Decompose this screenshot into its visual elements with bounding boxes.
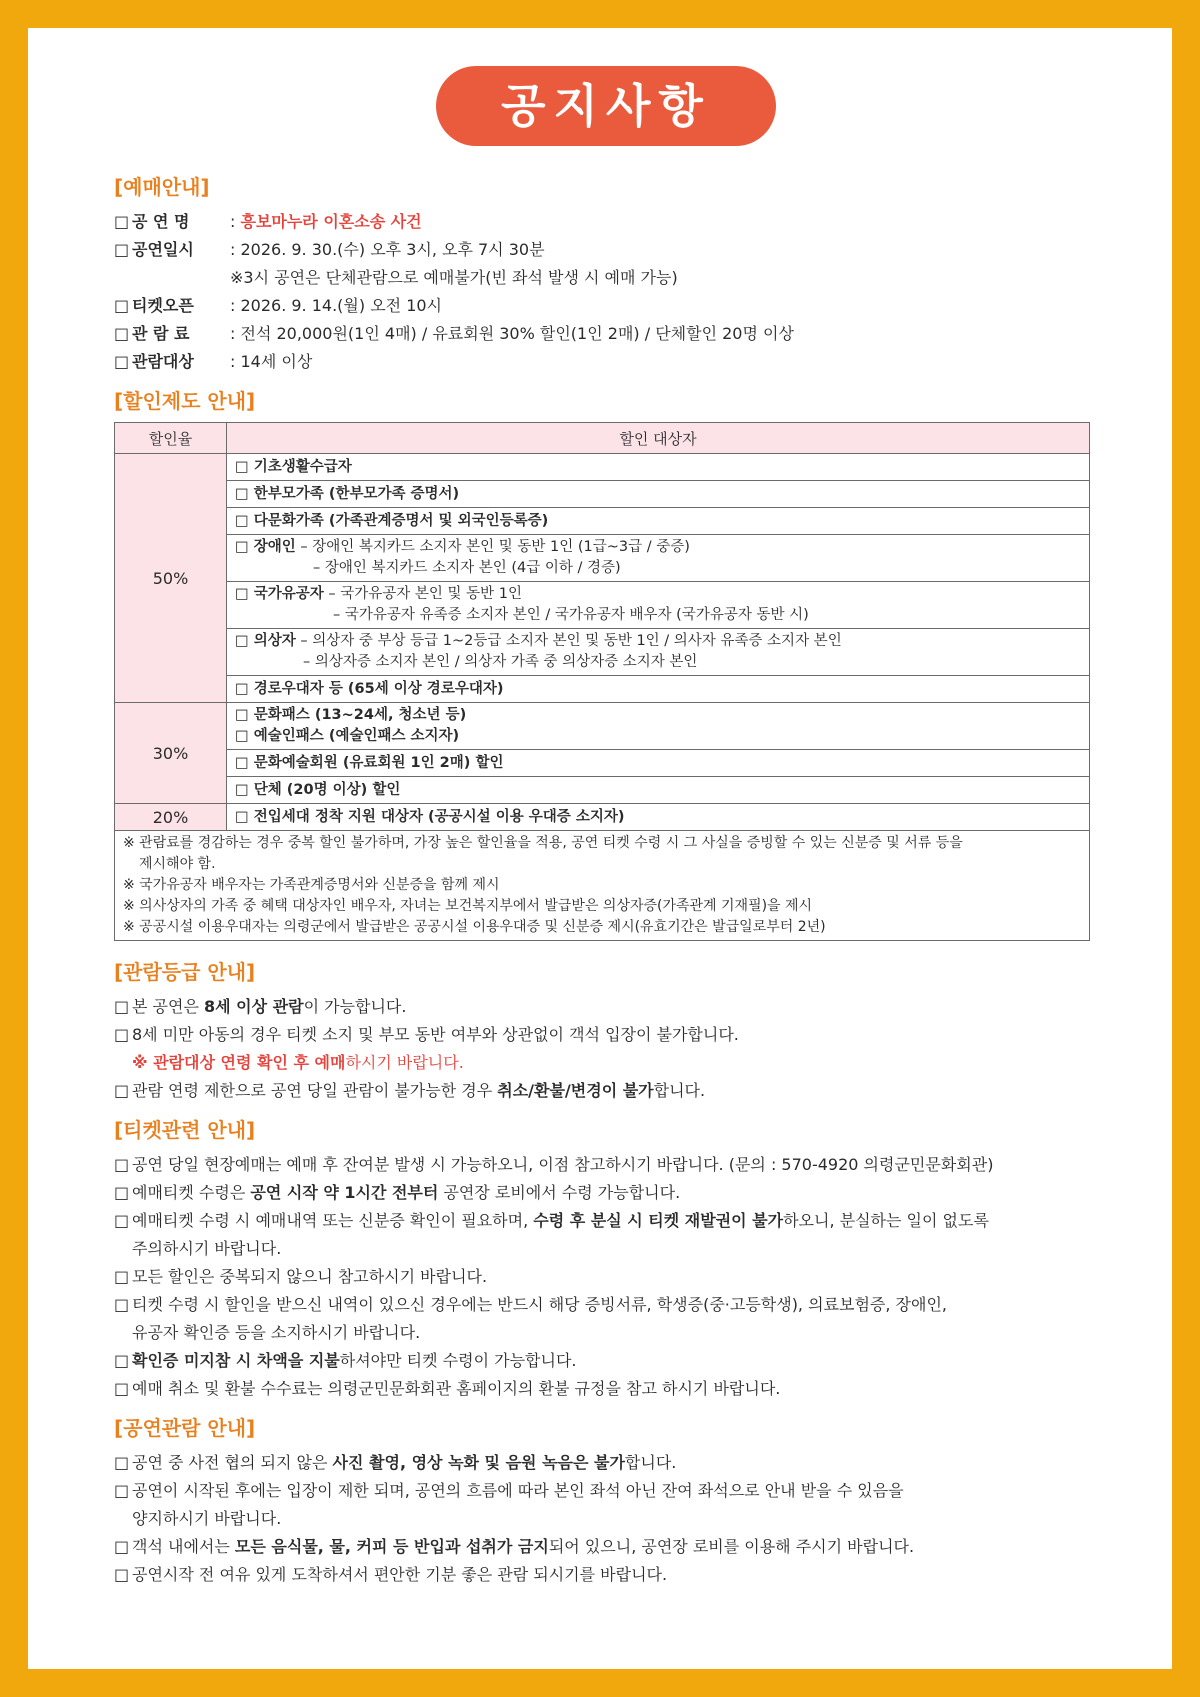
table-row xyxy=(115,777,1090,804)
datetime-value: 2026. 9. 30.(수) 오후 3시, 오후 7시 30분 xyxy=(240,240,545,259)
target-cell: □ 국가유공자 – 국가유공자 본인 및 동반 1인 – 국가유공자 유족증 소지자 본인 / 국가유공자 배우자 (국가유공자 동반 시) xyxy=(227,582,1090,629)
price-label: 관 람 료 xyxy=(132,324,190,343)
datetime-note: ※3시 공연은 단체관람으로 예매불가(빈 좌석 발생 시 예매 가능) xyxy=(230,268,678,287)
ticket-line-5: □ 티켓 수령 시 할인을 받으신 내역이 있으신 경우에는 반드시 해당 증빙서류, 학생증(중·고등학생), 의료보험증, 장애인, xyxy=(114,1291,1098,1319)
note-4: ※ 공공시설 이용우대자는 의령군에서 발급받은 공공시설 이용우대증 및 신분증 제시(유효기간은 발급일로부터 2년) xyxy=(123,919,826,935)
checkbox-icon: □ xyxy=(114,1155,130,1174)
checkbox-icon: □ xyxy=(114,1453,130,1472)
checkbox-icon: □ xyxy=(114,1183,130,1202)
table-row xyxy=(115,703,1090,750)
table-row xyxy=(115,481,1090,508)
checkbox-icon: □ xyxy=(114,212,130,231)
discount-heading: [할인제도 안내] xyxy=(114,389,256,413)
grade-heading: [관람등급 안내] xyxy=(114,960,256,984)
price-value: 전석 20,000원(1인 4매) / 유료회원 30% 할인(1인 2매) / 단체할인 20명 이상 xyxy=(240,324,794,343)
checkbox-icon: □ xyxy=(114,324,130,343)
watch-line-1: □ 공연 중 사전 협의 되지 않은 사진 촬영, 영상 녹화 및 음원 녹음은 불가합니다. xyxy=(114,1449,1098,1477)
ticket-line-7: □ 예매 취소 및 환불 수수료는 의령군민문화회관 홈페이지의 환불 규정을 참고 하시기 바랍니다. xyxy=(114,1375,1098,1403)
note-3: ※ 의사상자의 가족 중 혜택 대상자인 배우자, 자녀는 보건복지부에서 발급받은 의상자증(가족관계 기재필)을 제시 xyxy=(123,898,813,914)
checkbox-icon: □ xyxy=(114,296,130,315)
audience-label: 관람대상 xyxy=(132,352,194,371)
target-cell: □ 전입세대 정착 지원 대상자 (공공시설 이용 우대증 소지자) xyxy=(227,804,1090,831)
booking-heading: [예매안내] xyxy=(114,175,210,199)
audience-value: 14세 이상 xyxy=(240,352,313,371)
ticket-line-5-cont: 유공자 확인증 등을 소지하시기 바랍니다. xyxy=(132,1323,421,1342)
watch-line-2: □ 공연이 시작된 후에는 입장이 제한 되며, 공연의 흐름에 따라 본인 좌석 아닌 잔여 좌석으로 안내 받을 수 있음을 xyxy=(114,1477,1098,1505)
notes-cell xyxy=(115,831,1090,941)
checkbox-icon: □ xyxy=(114,1379,130,1398)
checkbox-icon: □ xyxy=(114,352,130,371)
target-cell: □ 문화패스 (13~24세, 청소년 등) □ 예술인패스 (예술인패스 소지자) xyxy=(227,703,1090,750)
ticket-line-3: □ 예매티켓 수령 시 예매내역 또는 신분증 확인이 필요하며, 수령 후 분실 시 티켓 재발권이 불가하오니, 분실하는 일이 없도록 xyxy=(114,1207,1098,1235)
page-title: 공지사항 xyxy=(436,66,776,146)
grade-warning: ※ 관람대상 연령 확인 후 예매하시기 바랍니다. xyxy=(132,1053,464,1072)
checkbox-icon: □ xyxy=(114,240,130,259)
table-row xyxy=(115,676,1090,703)
datetime-row: □ 공연일시 : 2026. 9. 30.(수) 오후 3시, 오후 7시 30분 xyxy=(114,236,1098,264)
note-1-cont: 제시해야 함. xyxy=(139,856,216,872)
rate-20: 20% xyxy=(115,804,227,831)
checkbox-icon: □ xyxy=(114,1211,130,1230)
checkbox-icon: □ xyxy=(114,1025,130,1044)
grade-section xyxy=(114,957,1098,1105)
table-row xyxy=(115,582,1090,629)
target-cell: □ 경로우대자 등 (65세 이상 경로우대자) xyxy=(227,676,1090,703)
checkbox-icon: □ xyxy=(114,1565,130,1584)
note-2: ※ 국가유공자 배우자는 가족관계증명서와 신분증을 함께 제시 xyxy=(123,877,500,893)
checkbox-icon: □ xyxy=(114,997,130,1016)
target-cell: □ 기초생활수급자 xyxy=(227,454,1090,481)
table-row xyxy=(115,750,1090,777)
grade-line-2: □ 8세 미만 아동의 경우 티켓 소지 및 부모 동반 여부와 상관없이 객석 입장이 불가합니다. xyxy=(114,1021,1098,1049)
target-cell: □ 장애인 – 장애인 복지카드 소지자 본인 및 동반 1인 (1급~3급 / 중증) – 장애인 복지카드 소지자 본인 (4급 이하 / 경증) xyxy=(227,535,1090,582)
table-row xyxy=(115,804,1090,831)
audience-row: □ 관람대상 : 14세 이상 xyxy=(114,348,1098,376)
ticket-section xyxy=(114,1115,1098,1403)
watch-section xyxy=(114,1413,1098,1589)
show-name: 흥보마누라 이혼소송 사건 xyxy=(240,212,422,231)
ticket-line-2: □ 예매티켓 수령은 공연 시작 약 1시간 전부터 공연장 로비에서 수령 가능합니다. xyxy=(114,1179,1098,1207)
ticket-line-1: □ 공연 당일 현장예매는 예매 후 잔여분 발생 시 가능하오니, 이점 참고하시기 바랍니다. (문의 : 570-4920 의령군민문화회관) xyxy=(114,1151,1098,1179)
ticket-line-6: □ 확인증 미지참 시 차액을 지불하셔야만 티켓 수령이 가능합니다. xyxy=(114,1347,1098,1375)
checkbox-icon: □ xyxy=(114,1081,130,1100)
open-row: □ 티켓오픈 : 2026. 9. 14.(월) 오전 10시 xyxy=(114,292,1098,320)
checkbox-icon: □ xyxy=(114,1267,130,1286)
discount-section xyxy=(114,386,1098,941)
col-rate-header: 할인율 xyxy=(115,423,227,454)
rate-50: 50% xyxy=(115,454,227,703)
open-value: 2026. 9. 14.(월) 오전 10시 xyxy=(240,296,443,315)
table-header-row xyxy=(115,423,1090,454)
rate-30: 30% xyxy=(115,703,227,804)
checkbox-icon: □ xyxy=(114,1481,130,1500)
checkbox-icon: □ xyxy=(114,1537,130,1556)
target-cell: □ 단체 (20명 이상) 할인 xyxy=(227,777,1090,804)
target-cell: □ 의상자 – 의상자 중 부상 등급 1~2등급 소지자 본인 및 동반 1인 / 의사자 유족증 소지자 본인 – 의상자증 소지자 본인 / 의상자 가족 중 의상자증 소지자 본인 xyxy=(227,629,1090,676)
show-name-row: □ 공 연 명 : 흥보마누라 이혼소송 사건 xyxy=(114,208,1098,236)
ticket-line-4: □ 모든 할인은 중복되지 않으니 참고하시기 바랍니다. xyxy=(114,1263,1098,1291)
table-row xyxy=(115,629,1090,676)
price-row: □ 관 람 료 : 전석 20,000원(1인 4매) / 유료회원 30% 할인(1인 2매) / 단체할인 20명 이상 xyxy=(114,320,1098,348)
checkbox-icon: □ xyxy=(114,1295,130,1314)
table-row xyxy=(115,535,1090,582)
discount-table xyxy=(114,422,1090,941)
booking-section xyxy=(114,172,1098,376)
watch-line-4: □ 공연시작 전 여유 있게 도착하셔서 편안한 기분 좋은 관람 되시기를 바랍니다. xyxy=(114,1561,1098,1589)
notice-page xyxy=(28,28,1172,1669)
target-cell: □ 다문화가족 (가족관계증명서 및 외국인등록증) xyxy=(227,508,1090,535)
table-row xyxy=(115,454,1090,481)
checkbox-icon: □ xyxy=(114,1351,130,1370)
col-target-header: 할인 대상자 xyxy=(227,423,1090,454)
note-1: ※ 관람료를 경감하는 경우 중복 할인 불가하며, 가장 높은 할인율을 적용, 공연 티켓 수령 시 그 사실을 증빙할 수 있는 신분증 및 서류 등을 xyxy=(123,835,963,851)
target-cell: □ 한부모가족 (한부모가족 증명서) xyxy=(227,481,1090,508)
open-label: 티켓오픈 xyxy=(132,296,194,315)
grade-line-1: □ 본 공연은 8세 이상 관람이 가능합니다. xyxy=(114,993,1098,1021)
ticket-line-3-cont: 주의하시기 바랍니다. xyxy=(132,1239,282,1258)
watch-line-3: □ 객석 내에서는 모든 음식물, 물, 커피 등 반입과 섭취가 금지되어 있으니, 공연장 로비를 이용해 주시기 바랍니다. xyxy=(114,1533,1098,1561)
target-cell: □ 문화예술회원 (유료회원 1인 2매) 할인 xyxy=(227,750,1090,777)
table-notes-row xyxy=(115,831,1090,941)
show-name-label: 공 연 명 xyxy=(132,212,190,231)
datetime-label: 공연일시 xyxy=(132,240,194,259)
watch-line-2-cont: 양지하시기 바랍니다. xyxy=(132,1509,282,1528)
grade-line-3: □ 관람 연령 제한으로 공연 당일 관람이 불가능한 경우 취소/환불/변경이 불가합니다. xyxy=(114,1077,1098,1105)
watch-heading: [공연관람 안내] xyxy=(114,1416,256,1440)
ticket-heading: [티켓관련 안내] xyxy=(114,1118,256,1142)
table-row xyxy=(115,508,1090,535)
